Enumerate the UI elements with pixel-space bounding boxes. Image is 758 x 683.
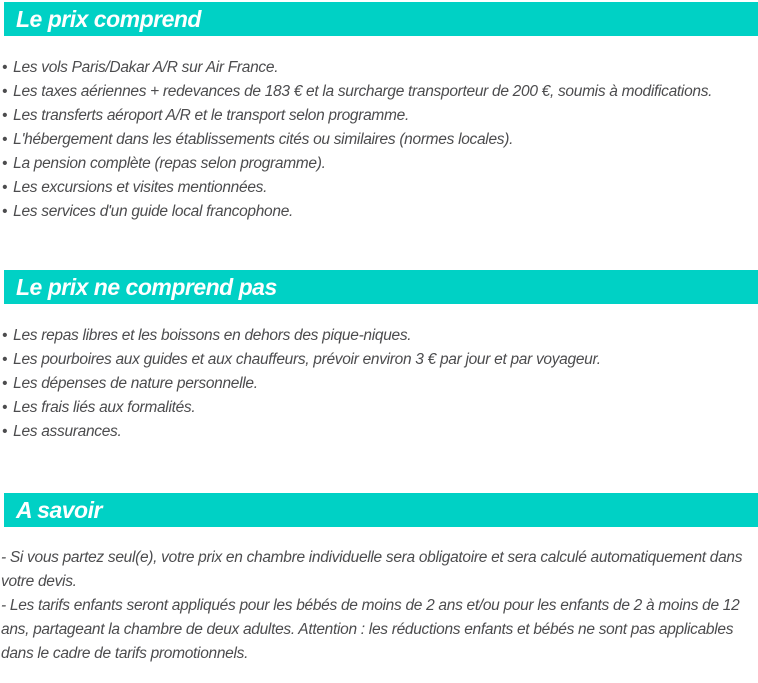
price-excludes-list	[0, 324, 758, 444]
section-header-price-excludes	[4, 270, 758, 304]
list-item-text: La pension complète (repas selon programme).	[13, 155, 326, 172]
bullet-icon: •	[2, 83, 8, 100]
bullet-icon: •	[2, 107, 8, 124]
list-item	[2, 200, 748, 224]
list-item	[2, 420, 748, 444]
list-item-text: Les taxes aériennes + redevances de 183 € et la surcharge transporteur de 200 €, soumis à modifications.	[13, 83, 713, 100]
list-item-text: Les transferts aéroport A/R et le transport selon programme.	[13, 107, 409, 124]
list-item-text: Les repas libres et les boissons en dehors des pique-niques.	[13, 327, 412, 344]
list-item	[2, 348, 748, 372]
price-includes-list	[0, 56, 758, 224]
list-item-text: Les dépenses de nature personnelle.	[13, 375, 258, 392]
section-header-price-includes	[4, 2, 758, 36]
bullet-icon: •	[2, 375, 8, 392]
list-item	[2, 176, 748, 200]
list-item-text: Les vols Paris/Dakar A/R sur Air France.	[13, 59, 279, 76]
bullet-icon: •	[2, 399, 8, 416]
list-item	[2, 128, 748, 152]
list-item	[2, 152, 748, 176]
list-item-text: Les frais liés aux formalités.	[13, 399, 196, 416]
section-title: Le prix comprend	[16, 5, 201, 32]
list-item	[2, 324, 748, 348]
list-item	[2, 396, 748, 420]
bullet-icon: •	[2, 327, 8, 344]
bullet-icon: •	[2, 179, 8, 196]
section-title: A savoir	[16, 496, 102, 523]
list-item	[2, 80, 748, 104]
list-item	[2, 104, 748, 128]
bullet-icon: •	[2, 423, 8, 440]
list-item-text: Les excursions et visites mentionnées.	[13, 179, 268, 196]
list-item-text: Les services d'un guide local francophone.	[13, 203, 294, 220]
good-to-know-text	[0, 546, 758, 666]
paragraph: - Les tarifs enfants seront appliqués pour les bébés de moins de 2 ans et/ou pour les enfants de 2 à moins de 12 ans, partageant la chambre de deux adultes. Attention : les réductions enfants et bébés ne sont pas applicables dans le cadre de tarifs promotionnels.	[1, 597, 740, 662]
list-item-text: Les pourboires aux guides et aux chauffeurs, prévoir environ 3 € par jour et par voyageur.	[13, 351, 601, 368]
list-item-text: Les assurances.	[13, 423, 122, 440]
bullet-icon: •	[2, 155, 8, 172]
list-item	[2, 372, 748, 396]
bullet-icon: •	[2, 203, 8, 220]
bullet-icon: •	[2, 59, 8, 76]
bullet-icon: •	[2, 351, 8, 368]
paragraph: - Si vous partez seul(e), votre prix en chambre individuelle sera obligatoire et sera calculé automatiquement dans votre devis.	[1, 549, 743, 590]
bullet-icon: •	[2, 131, 8, 148]
list-item	[2, 56, 748, 80]
section-title: Le prix ne comprend pas	[16, 273, 277, 300]
list-item-text: L'hébergement dans les établissements cités ou similaires (normes locales).	[13, 131, 514, 148]
section-header-good-to-know	[4, 493, 758, 527]
